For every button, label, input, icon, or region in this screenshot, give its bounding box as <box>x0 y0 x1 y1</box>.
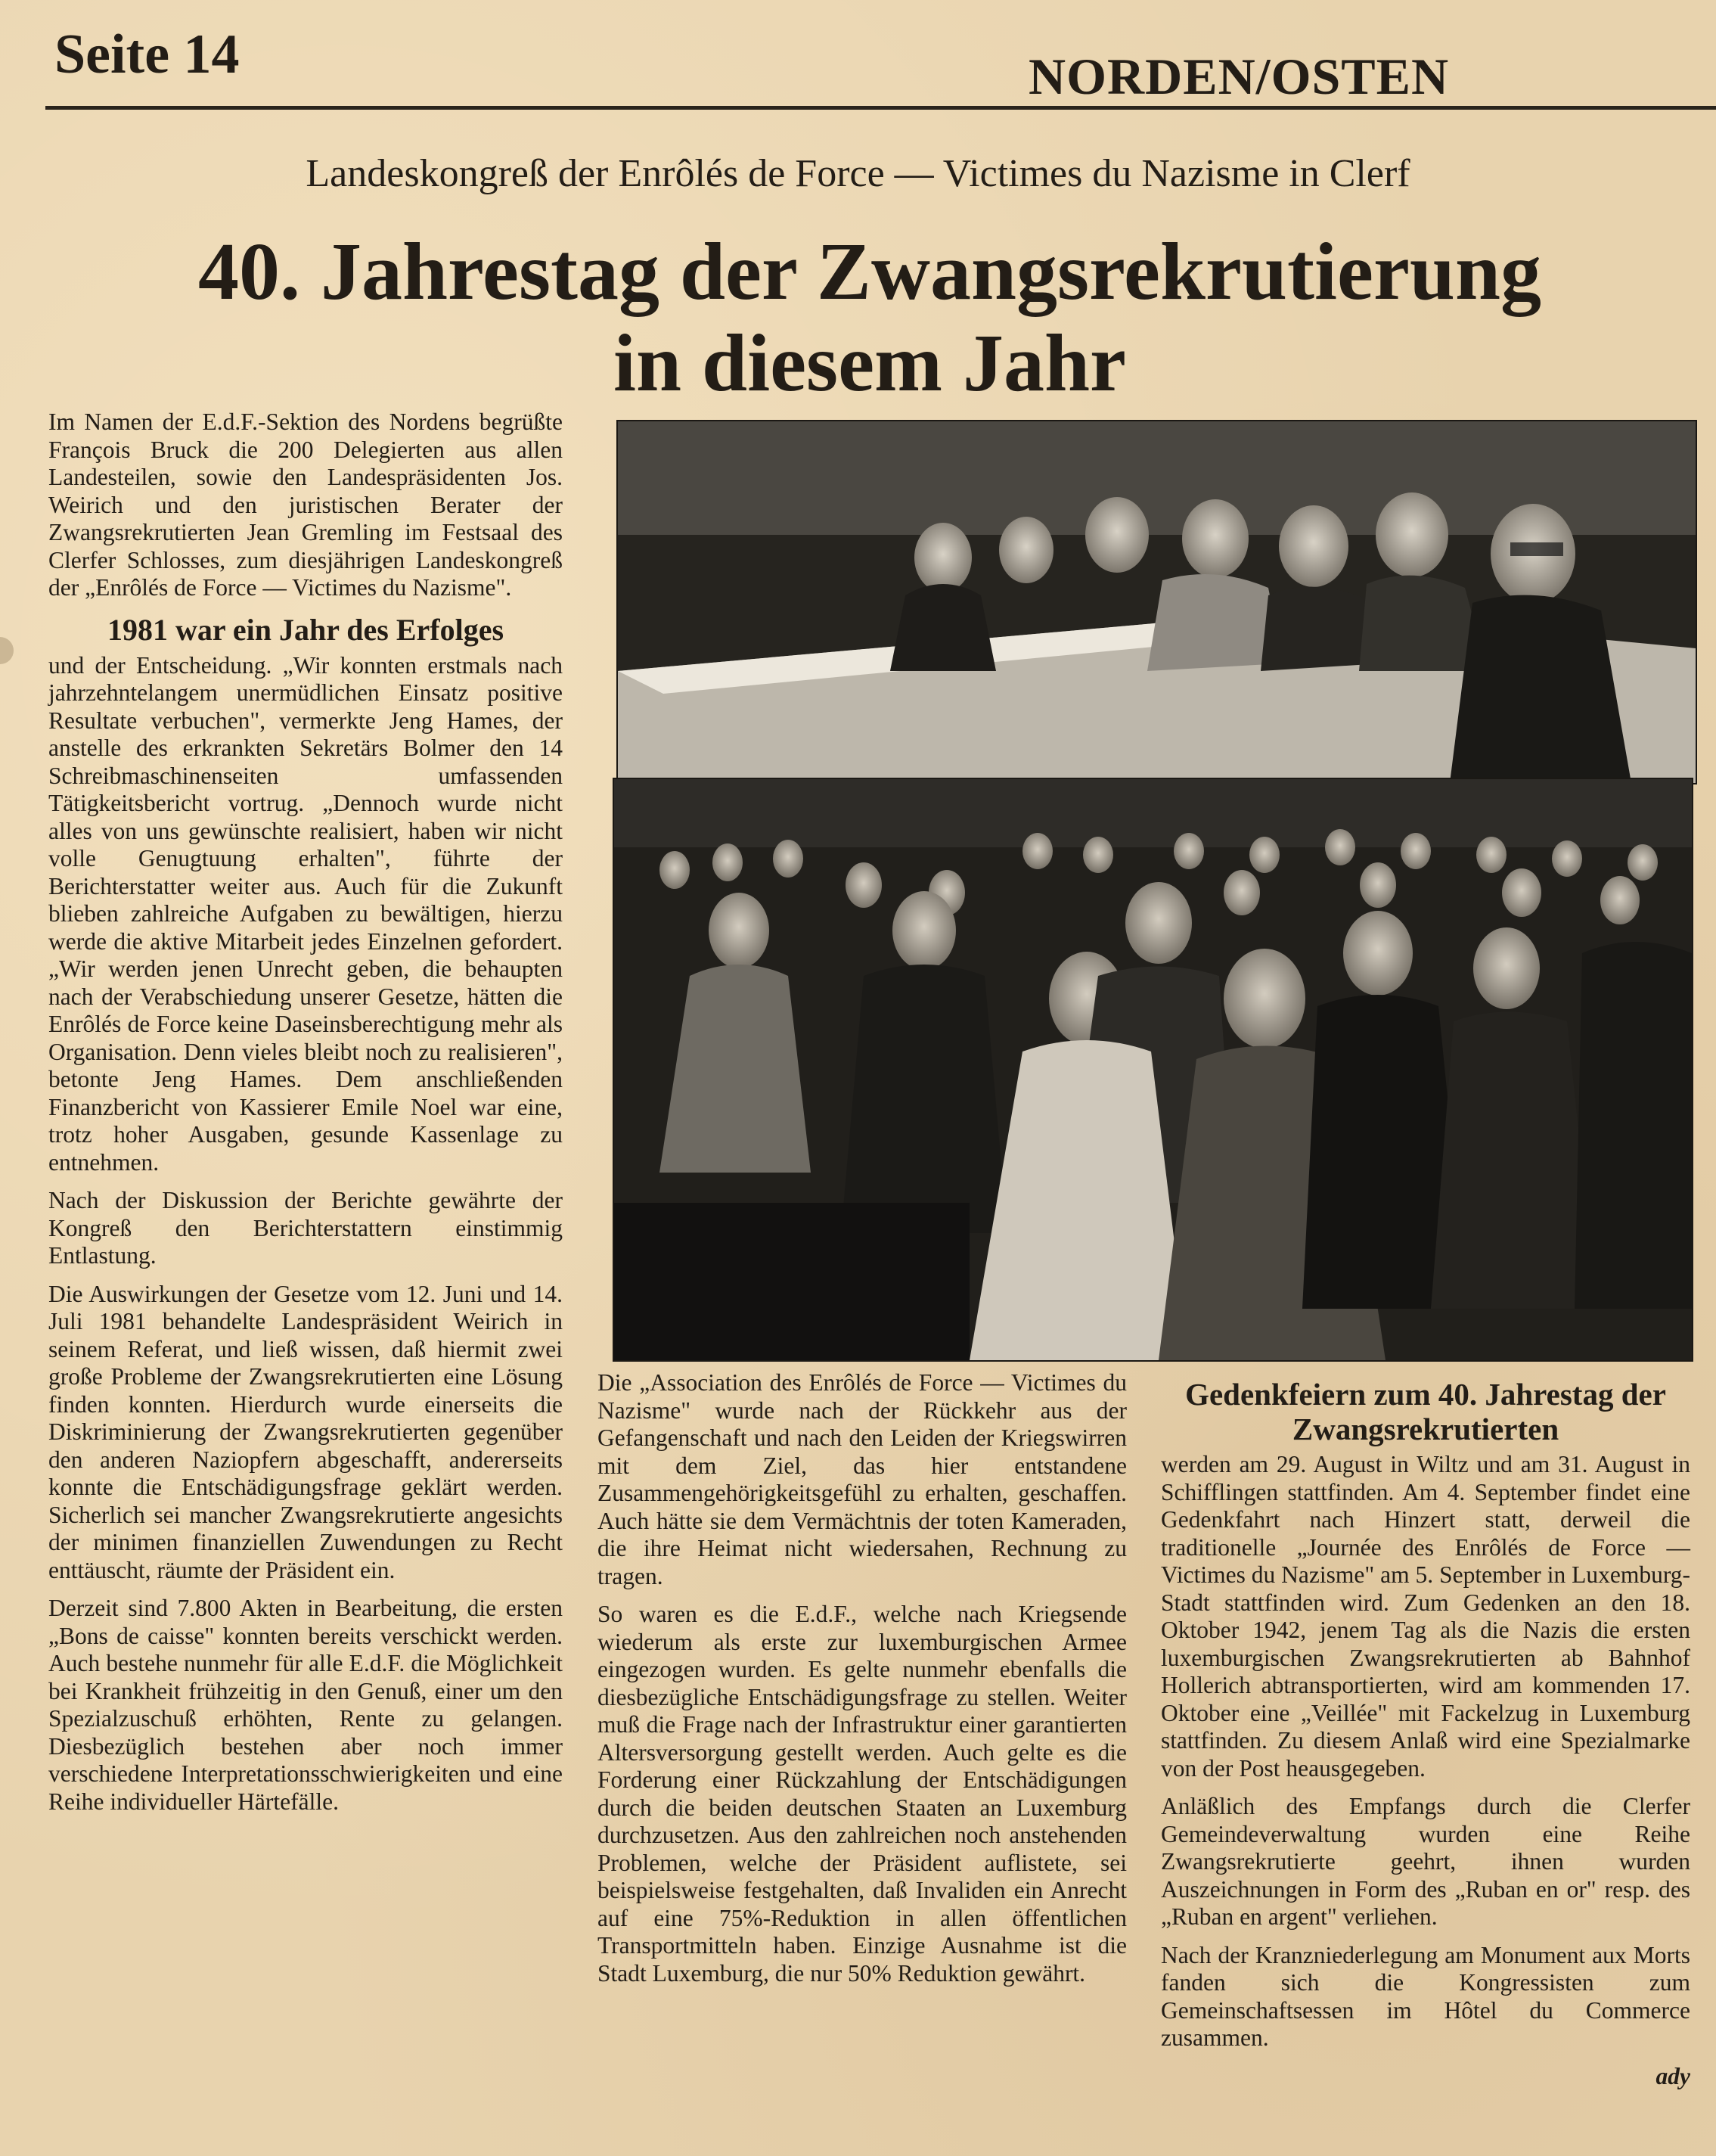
paragraph: Derzeit sind 7.800 Akten in Bearbeitung, die ersten „Bons de caisse" konnten bereits verschickt werden. Auch bestehe nunmehr für alle E.d.F. die Möglichkeit bei Krankheit frühzeitig in den Genuß, einer um den Spezialzuschuß erhöhten, Rente zu gelangen. Diesbezüglich bestehen aber noch immer verschiedene Interpretationsschwierigkeiten und eine Reihe individueller Härtefälle. <box>48 1595 563 1815</box>
article-column-2 <box>597 1369 1127 1998</box>
paragraph: werden am 29. August in Wiltz und am 31. August in Schifflingen stattfinden. Am 4. September findet eine Gedenkfahrt nach Hinzert statt, derweil die traditionelle „Journée des Enrôlés de Force — Victimes du Nazisme" am 5. September in Luxemburg-Stadt stattfinden wird. Zum Gedenken an den 18. Oktober 1942, jenem Tag als die Nazis die ersten luxemburgischen Zwangsrekrutierten ab Bahnhof Hollerich abtransportierten, wird am kommenden 17. Oktober eine „Veillée" mit Fackelzug in Luxemburg stattfinden. Zu diesem Anlaß wird eine Spezialmarke von der Post heausgegeben. <box>1161 1451 1690 1782</box>
paragraph: und der Entscheidung. „Wir konnten erstmals nach jahrzehntelangem unermüdlichen Einsatz positive Resultate verbuchen", vermerkte Jeng Hames, der anstelle des erkrankten Sekretärs Bolmer den 14 Schreibmaschinenseiten umfassenden Tätigkeitsbericht vortrug. „Dennoch wurde nicht alles von uns gewünschte realisiert, haben wir nicht volle Genugtuung erhalten", führte der Berichterstatter weiter aus. Auch für die Zukunft blieben zahlreiche Aufgaben zu bewältigen, hierzu werde die aktive Mitarbeit jedes Einzelnen gefordert. „Wir werden jenen Unrecht geben, die behaupten nach der Verabschiedung unserer Gesetze, hätten die Enrôlés de Force keine Daseinsberechtigung mehr als Organisation. Denn vieles bleibt noch zu realisieren", betonte Jeng Hames. Dem anschließenden Finanzbericht von Kassierer Emile Noel war eine, trotz hoher Ausgaben, gesunde Kassenlage zu entnehmen. <box>48 651 563 1176</box>
author-signature: ady <box>1655 2062 1690 2089</box>
headline-line-2: in diesem Jahr <box>613 318 1126 409</box>
paragraph: Im Namen der E.d.F.-Sektion des Nordens begrüßte François Bruck die 200 Delegierten aus allen Landesteilen, sowie den Landespräsidenten Jos. Weirich und den juristischen Berater der Zwangsrekrutierten Jean Gremling im Festsaal des Clerfer Schlosses, zum diesjährigen Landeskongreß der „Enrôlés de Force — Victimes du Nazisme". <box>48 409 563 601</box>
article-headline <box>45 227 1694 410</box>
subheading: 1981 war ein Jahr des Erfolges <box>107 612 504 647</box>
subheading: Gedenkfeiern zum 40. Jahrestag der Zwangsrekrutierten <box>1185 1377 1666 1446</box>
paragraph: Nach der Diskussion der Berichte gewährte der Kongreß den Berichterstattern einstimmig Entlastung. <box>48 1187 563 1269</box>
header-rule <box>45 106 1716 110</box>
page-number: Seite 14 <box>54 23 240 85</box>
paragraph: Die „Association des Enrôlés de Force — Victimes du Nazisme" wurde nach der Rückkehr aus der Gefangenschaft und nach den Leiden der Kriegswirren mit dem Ziel, das hier entstandene Zusammengehörigkeitsgefühl zu erhalten, geschaffen. Auch hätte sie dem Vermächtnis der toten Kameraden, die ihre Heimat nicht wiedersahen, Rechnung zu tragen. <box>597 1369 1127 1589</box>
paragraph: Anläßlich des Empfangs durch die Clerfer Gemeindeverwaltung wurden eine Reihe Zwangsrekrutierte geehrt, ihnen wurden Auszeichnungen in Form des „Ruban en or" resp. des „Ruban en argent" verliehen. <box>1161 1793 1690 1930</box>
paragraph: Nach der Kranzniederlegung am Monument aux Morts fanden sich die Kongressisten zum Gemeinschaftsessen im Hôtel du Commerce zusammen. <box>1161 1941 1690 2051</box>
headline-line-1: 40. Jahrestag der Zwangsrekrutierung <box>197 227 1542 317</box>
photo-head-table <box>616 420 1697 784</box>
paragraph: Die Auswirkungen der Gesetze vom 12. Juni und 14. Juli 1981 behandelte Landespräsident Weirich in seinem Referat, und ließ wissen, daß hiermit zwei große Probleme der Zwangsrekrutierten eine Lösung finden konnten. Hierdurch wurde einerseits die Diskriminierung der Zwangsrekrutierten gegenüber den anderen Naziopfern abgeschafft, andererseits konnte die Entschädigungsfrage geklärt werden. Sicherlich sei mancher Zwangsrekrutierte angesichts der minimen finanziellen Zuwendungen zu Recht enttäuscht, räumte der Präsident ein. <box>48 1280 563 1583</box>
photo-audience <box>613 778 1693 1362</box>
article-column-3 <box>1161 1377 1690 2101</box>
section-title: NORDEN/OSTEN <box>1029 48 1450 105</box>
article-kicker: Landeskongreß der Enrôlés de Force — Victimes du Nazisme in Clerf <box>306 152 1410 195</box>
article-column-1 <box>48 409 563 1826</box>
paragraph: So waren es die E.d.F., welche nach Kriegsende wiederum als erste zur luxemburgischen Armee eingezogen wurden. Es gelte nunmehr ebenfalls die diesbezügliche Entschädigungsfrage zu stellen. Weiter muß die Frage nach der Infrastruktur einer garantierten Altersversorgung gestellt werden. Auch gelte es die Forderung einer Rückzahlung der Entschädigungen durch die beiden deutschen Staaten an Luxemburg durchzusetzen. Aus den zahlreichen noch anstehenden Problemen, welche der Präsident auflistete, sei beispielsweise festgehalten, daß Invaliden ein Anrecht auf eine 75%-Reduktion in allen öffentlichen Transportmitteln haben. Einzige Ausnahme ist die Stadt Luxemburg, die nur 50% Reduktion gewährt. <box>597 1601 1127 1987</box>
